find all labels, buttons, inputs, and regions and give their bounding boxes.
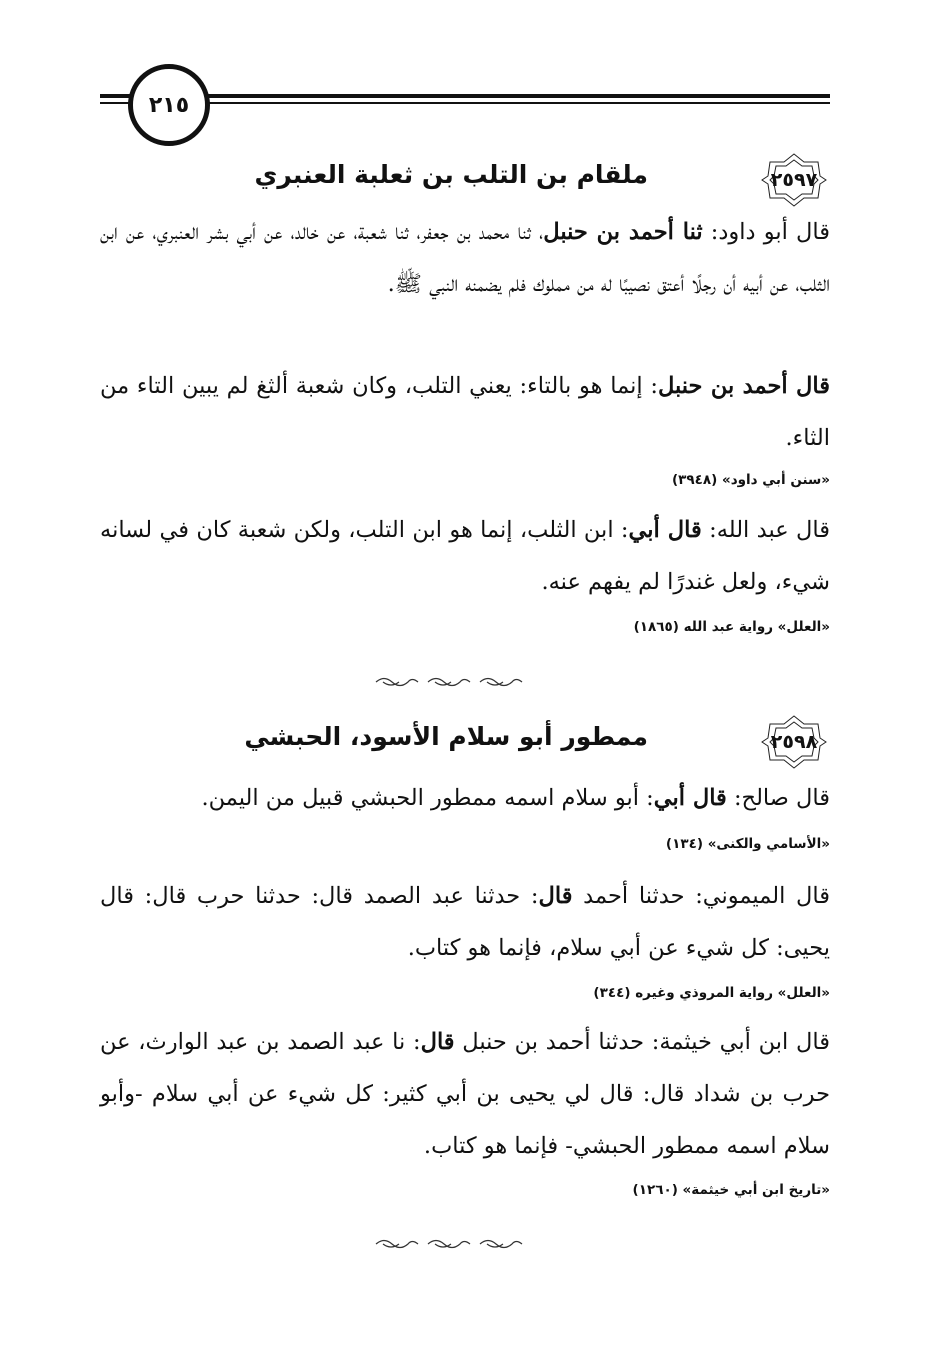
header-rule-thick: [100, 94, 830, 98]
entry-title: ملقام بن التلب بن ثعلبة العنبري: [254, 160, 648, 189]
paragraph: قال أحمد بن حنبل: إنما هو بالتاء: يعني التلب، وكان شعبة ألثغ لم يبين التاء من الثاء.: [100, 373, 830, 451]
entry-title: ممطور أبو سلام الأسود، الحبشي: [244, 722, 648, 751]
page-number: ٢١٥: [128, 64, 210, 146]
paragraph: قال ابن أبي خيثمة: حدثنا أحمد بن حنبل قال: نا عبد الصمد بن عبد الوارث، عن حرب بن شداد قال: قال لي يحيى بن أبي كثير: كل شيء عن أبي سلام -وأبو سلام اسمه ممطور الحبشي- فإنما هو كتاب.: [100, 1029, 830, 1159]
ornament-divider: [371, 675, 541, 689]
paragraph: قال أبو داود: ثنا أحمد بن حنبل، ثنا محمد بن جعفر، ثنا شعبة، عن خالد، عن أبي بشر العنبري، عن ابن الثلب، عن أبيه أن رجلًا أعتق نصيبًا له من مملوك فلم يضمنه النبي ﷺ.: [100, 219, 830, 297]
entry-heading: [100, 712, 830, 772]
entry-heading: [100, 150, 830, 210]
source-citation: «الأسامي والكنى» (١٣٤): [665, 836, 830, 852]
paragraph: قال عبد الله: قال أبي: ابن الثلب، إنما هو ابن التلب، ولكن شعبة كان في لسانه شيء، ولعل غندرًا لم يفهم عنه.: [100, 517, 830, 595]
ornament-divider: [371, 1237, 541, 1251]
entry-number-badge: [758, 712, 830, 772]
source-citation: «سنن أبي داود» (٣٩٤٨): [671, 472, 830, 488]
source-citation: «تاريخ ابن أبي خيثمة» (١٢٦٠): [632, 1182, 830, 1198]
entry-number-badge: [758, 150, 830, 210]
paragraph: قال صالح: قال أبي: أبو سلام اسمه ممطور الحبشي قبيل من اليمن.: [201, 785, 830, 811]
source-citation: «العلل» رواية عبد الله (١٨٦٥): [633, 619, 830, 635]
source-citation: «العلل» رواية المروذي وغيره (٣٤٤): [593, 985, 830, 1001]
entry-number: ٢٥٩٨: [770, 731, 818, 753]
paragraph: قال الميموني: حدثنا أحمد قال: حدثنا عبد الصمد قال: حدثنا حرب قال: قال يحيى: كل شيء عن أبي سلام، فإنما هو كتاب.: [100, 883, 830, 961]
entry-number: ٢٥٩٧: [770, 169, 818, 191]
